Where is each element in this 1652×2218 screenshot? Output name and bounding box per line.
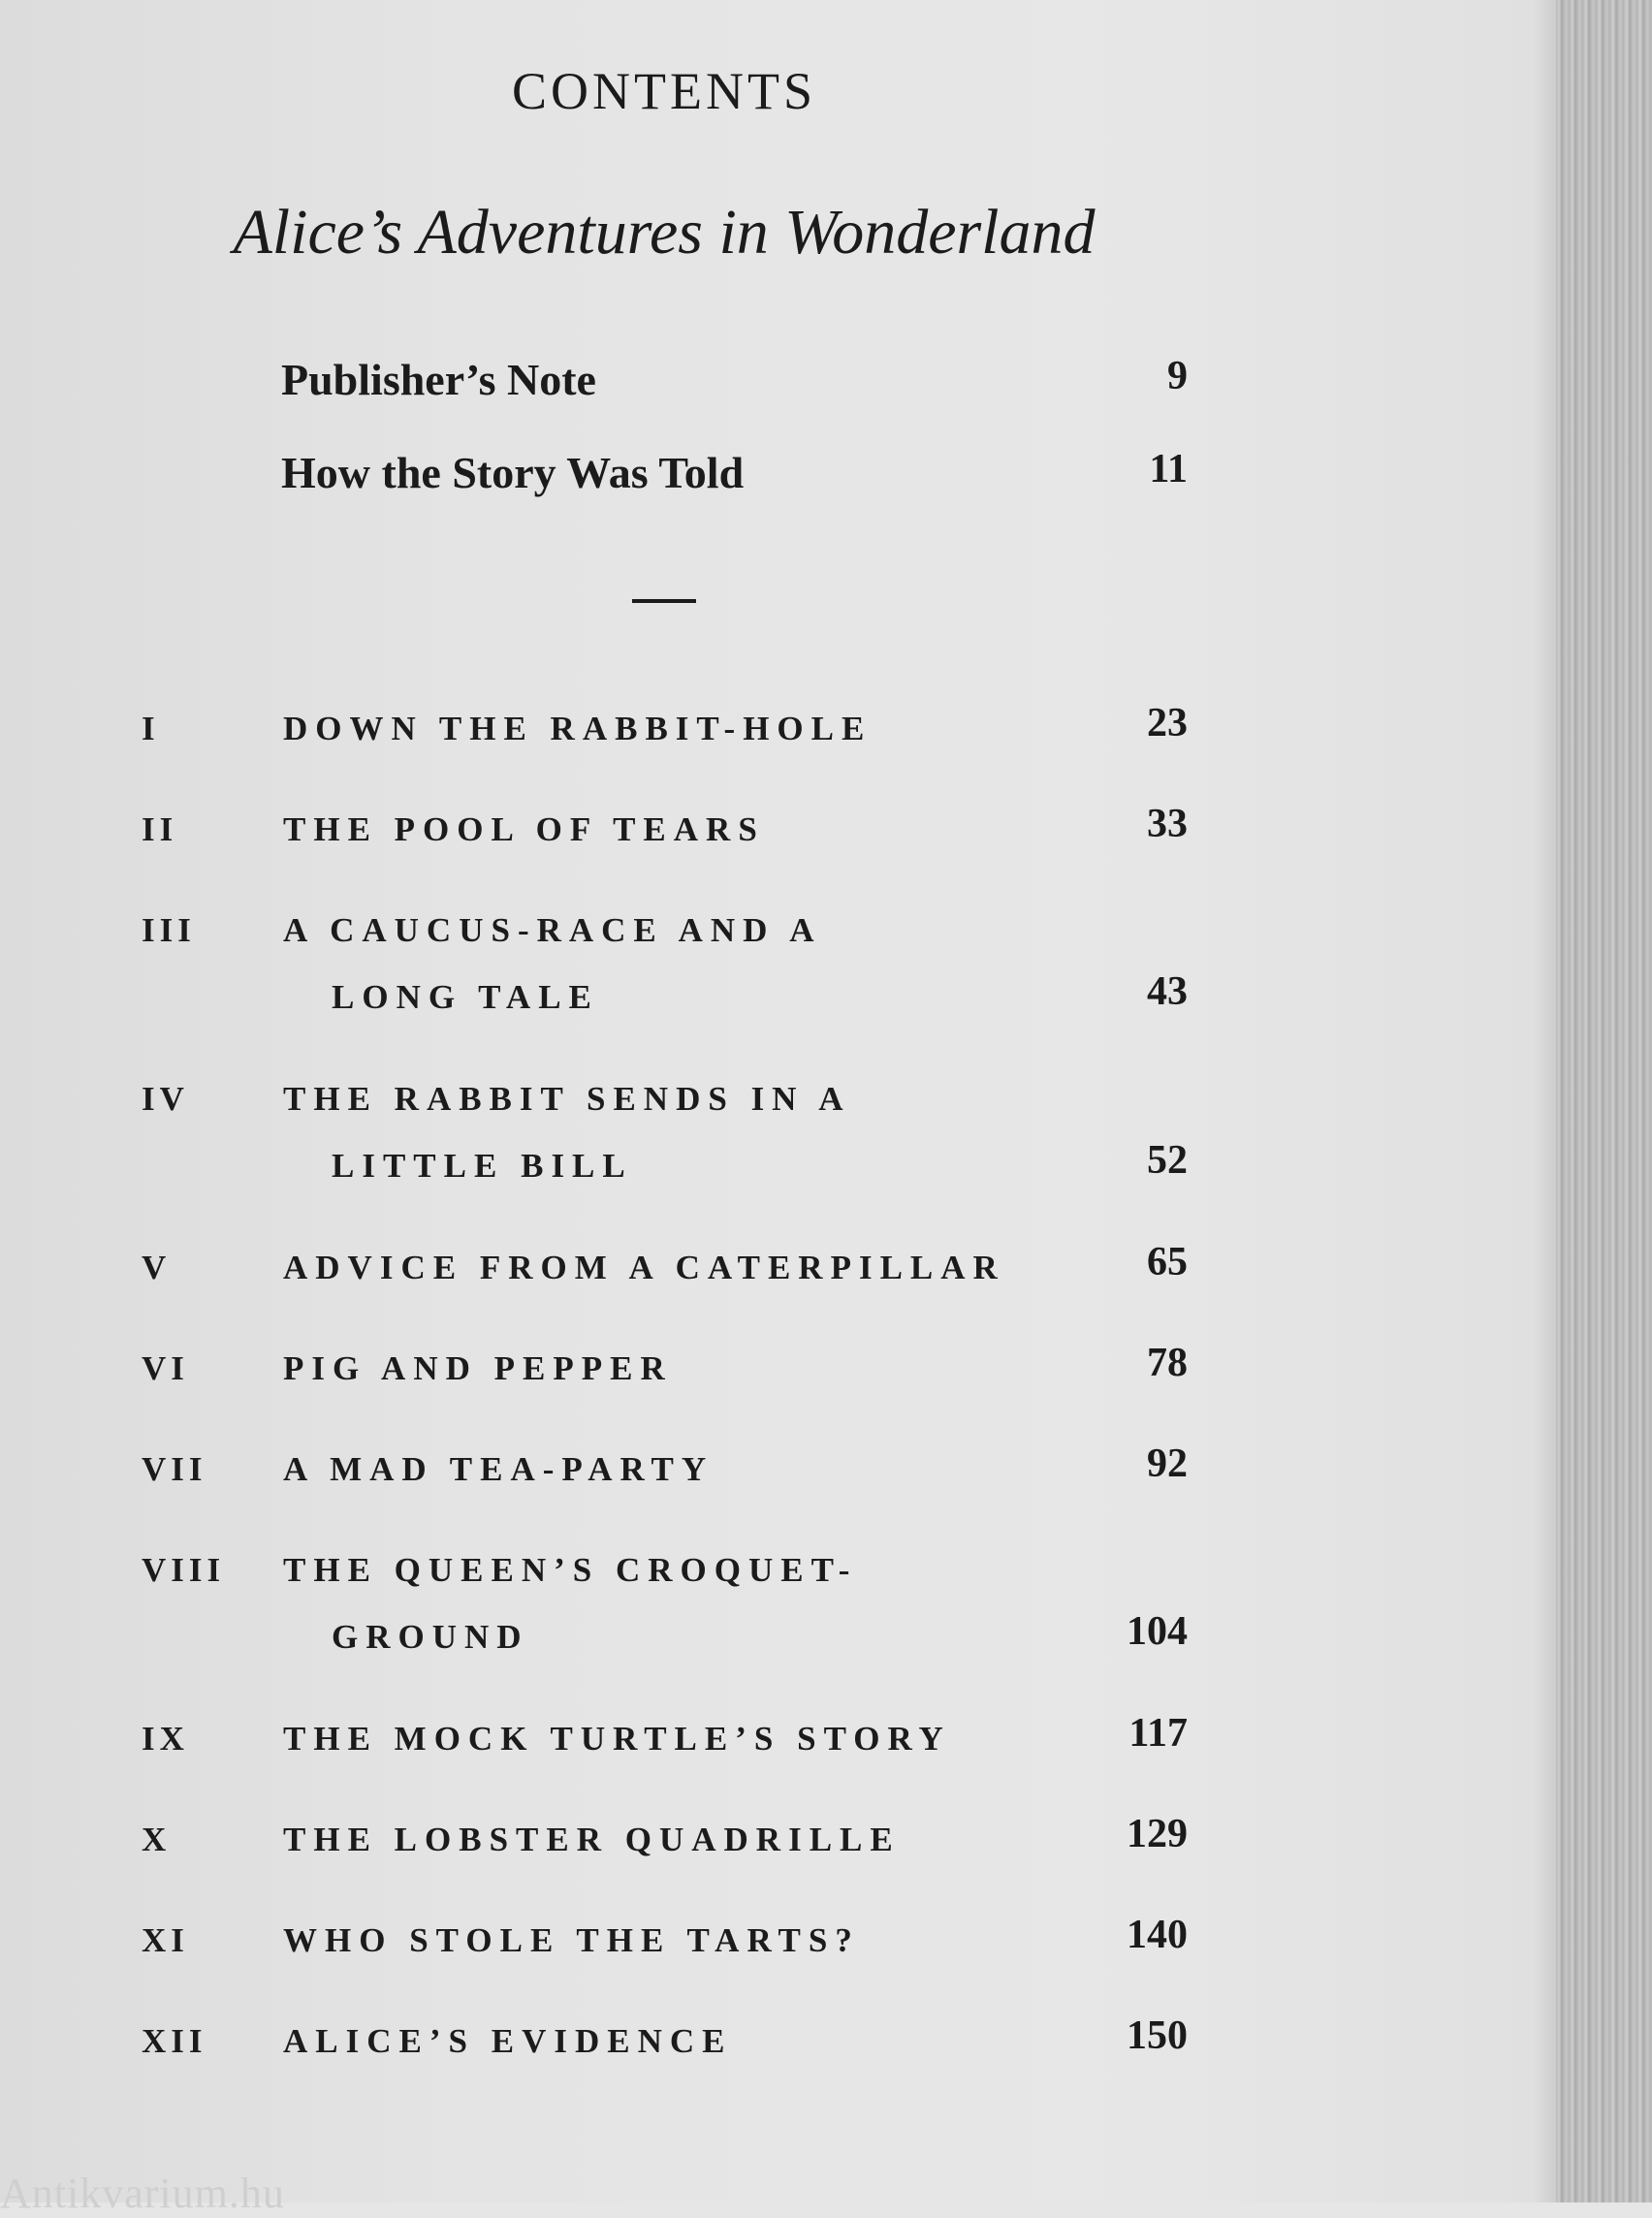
chapter-page-number: 78 [1147, 1341, 1188, 1385]
chapter-page-number: 150 [1127, 2013, 1188, 2058]
chapter-numeral: IV [142, 1080, 189, 1118]
chapter-title: A MAD TEA-PARTY [283, 1450, 715, 1488]
chapter-title-continuation: GROUND [332, 1618, 529, 1656]
section-divider [632, 599, 696, 603]
chapter-page-number: 129 [1127, 1812, 1188, 1856]
chapter-title: THE RABBIT SENDS IN A [283, 1080, 851, 1118]
chapter-title-continuation: LONG TALE [332, 978, 599, 1016]
chapter-numeral: IX [142, 1720, 189, 1758]
front-matter-page: 9 [1167, 354, 1188, 398]
chapter-page-number: 33 [1147, 802, 1188, 846]
chapter-numeral: VII [142, 1450, 207, 1488]
chapter-numeral: VI [142, 1349, 189, 1387]
chapter-title: DOWN THE RABBIT-HOLE [283, 710, 873, 747]
chapter-title: THE POOL OF TEARS [283, 810, 765, 848]
chapter-page-number: 23 [1147, 701, 1188, 745]
chapter-title-continuation: LITTLE BILL [332, 1147, 633, 1185]
chapter-numeral: XI [142, 1921, 189, 1959]
chapter-page-number: 104 [1127, 1609, 1188, 1654]
watermark: Antikvarium.hu [0, 2170, 285, 2217]
book-title: Alice’s Adventures in Wonderland [233, 197, 1096, 268]
chapter-title: WHO STOLE THE TARTS? [283, 1921, 860, 1959]
chapter-numeral: VIII [142, 1551, 226, 1589]
chapter-title: ALICE’S EVIDENCE [283, 2022, 733, 2060]
chapter-page-number: 52 [1147, 1138, 1188, 1183]
chapter-page-number: 43 [1147, 969, 1188, 1014]
front-matter-title: Publisher’s Note [281, 355, 596, 404]
chapter-numeral: II [142, 810, 178, 848]
chapter-numeral: XII [142, 2022, 207, 2060]
chapter-numeral: V [142, 1249, 172, 1286]
chapter-page-number: 140 [1127, 1913, 1188, 1957]
chapter-title: THE LOBSTER QUADRILLE [283, 1821, 901, 1858]
front-matter-page: 11 [1149, 447, 1188, 491]
chapter-page-number: 65 [1147, 1240, 1188, 1284]
chapter-title: THE QUEEN’S CROQUET- [283, 1551, 858, 1589]
chapter-title: PIG AND PEPPER [283, 1349, 673, 1387]
chapter-page-number: 92 [1147, 1442, 1188, 1486]
front-matter-title: How the Story Was Told [281, 448, 745, 497]
chapter-title: A CAUCUS-RACE AND A [283, 911, 822, 949]
chapter-page-number: 117 [1128, 1711, 1188, 1756]
contents-heading: CONTENTS [512, 62, 816, 120]
chapter-title: THE MOCK TURTLE’S STORY [283, 1720, 951, 1758]
chapter-numeral: X [142, 1821, 172, 1858]
chapter-numeral: III [142, 911, 196, 949]
page-edge [1556, 0, 1652, 2202]
chapter-numeral: I [142, 710, 160, 747]
chapter-title: ADVICE FROM A CATERPILLAR [283, 1249, 1005, 1286]
